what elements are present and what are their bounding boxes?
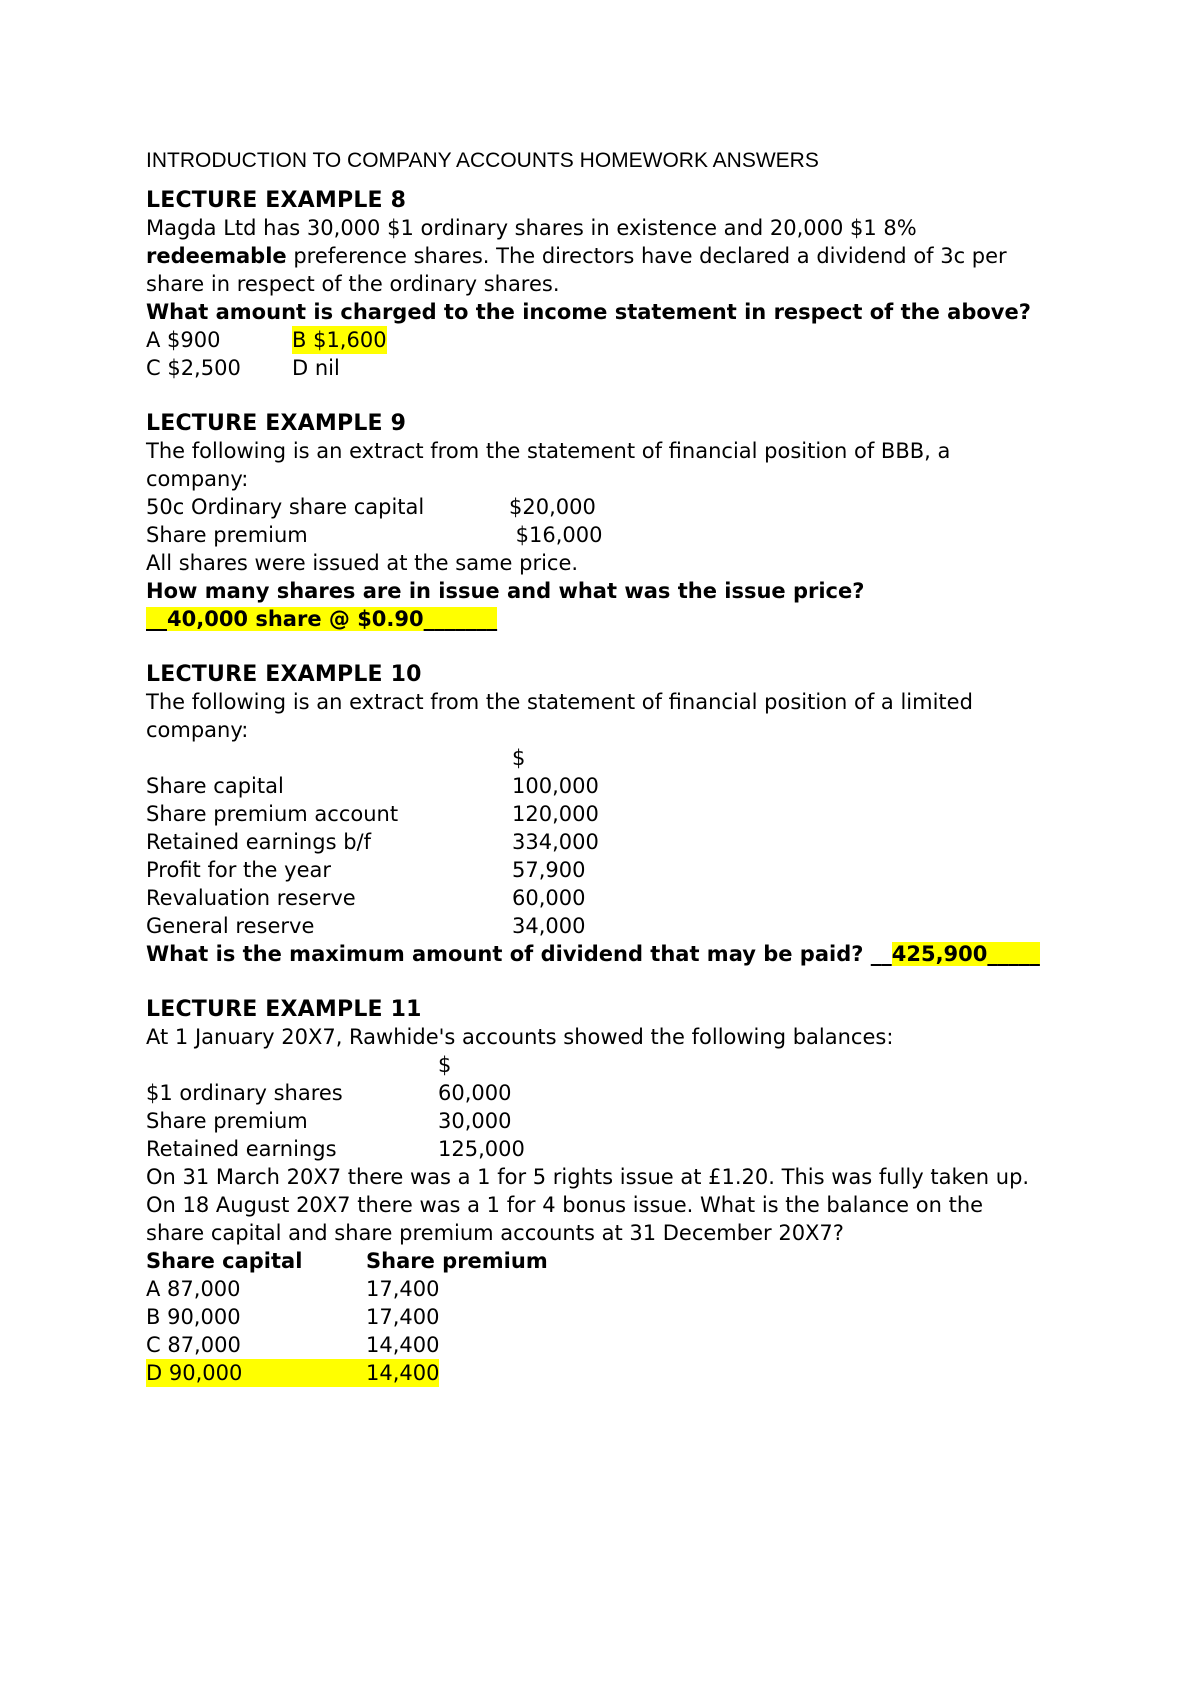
example-8-text-1: Magda Ltd has 30,000 $1 ordinary shares in existence and 20,000 $1 8%: [146, 216, 917, 240]
example-11-heading: LECTURE EXAMPLE 11: [146, 997, 422, 1022]
example-11-option-label: A 87,000: [146, 1277, 241, 1301]
example-11-currency-row: [146, 1051, 1076, 1079]
example-8-text-2-bold: redeemable: [146, 244, 287, 268]
example-10-row-value: 100,000: [512, 774, 599, 798]
example-11-option-value: 14,400: [366, 1333, 440, 1357]
example-11-row-label: Share premium: [146, 1109, 308, 1133]
example-10-heading: LECTURE EXAMPLE 10: [146, 662, 422, 687]
example-9-row: [146, 493, 1076, 521]
example-9-heading: LECTURE EXAMPLE 9: [146, 411, 407, 436]
example-11-row-label: $1 ordinary shares: [146, 1081, 343, 1105]
example-9-row-label: 50c Ordinary share capital: [146, 495, 425, 519]
example-11-option-value: 17,400: [366, 1277, 440, 1301]
example-11-row: [146, 1107, 1076, 1135]
example-9-text-2: company:: [146, 467, 249, 491]
example-11-option-d-answer: [146, 1359, 1076, 1387]
example-11-row: [146, 1079, 1076, 1107]
example-8-option-c: C $2,500: [146, 356, 241, 380]
example-9-row: [146, 521, 1076, 549]
example-9-row-label: Share premium: [146, 523, 308, 547]
example-10-row-value: 334,000: [512, 830, 599, 854]
example-10-row: [146, 828, 1076, 856]
example-10-currency: $: [512, 746, 526, 770]
example-8-text-2-rest: preference shares. The directors have declared a dividend of 3c per: [286, 244, 1007, 268]
example-10-row: [146, 772, 1076, 800]
example-11-option-a: [146, 1275, 1076, 1303]
example-9-question: How many shares are in issue and what was the issue price?: [146, 579, 865, 603]
example-10-answer-suffix: _____: [987, 942, 1040, 966]
example-11-row-value: 60,000: [438, 1081, 512, 1105]
example-10-row-label: Retained earnings b/f: [146, 830, 371, 854]
example-11-option-value: 17,400: [366, 1305, 440, 1329]
example-8-heading: LECTURE EXAMPLE 8: [146, 188, 407, 213]
lecture-example-8: [146, 186, 1076, 382]
example-10-row: [146, 884, 1076, 912]
example-10-row: [146, 912, 1076, 940]
lecture-example-9: [146, 409, 1076, 633]
example-11-text-1: At 1 January 20X7, Rawhide's accounts showed the following balances:: [146, 1025, 894, 1049]
example-11-option-label: C 87,000: [146, 1333, 241, 1357]
example-11-text-2: On 31 March 20X7 there was a 1 for 5 rights issue at £1.20. This was fully taken up.: [146, 1165, 1030, 1189]
example-9-row-value: $16,000: [509, 523, 603, 547]
example-10-row-value: 60,000: [512, 886, 586, 910]
example-11-option-label: D 90,000: [146, 1361, 243, 1385]
example-8-option-b-answer: B $1,600: [292, 328, 387, 352]
example-10-row: [146, 800, 1076, 828]
example-10-row-label: Revaluation reserve: [146, 886, 356, 910]
example-8-text-2: [146, 242, 1076, 270]
example-11-row-value: 30,000: [438, 1109, 512, 1133]
example-10-row: [146, 856, 1076, 884]
example-11-currency-spacer: [146, 1051, 438, 1079]
example-10-row-value: 57,900: [512, 858, 586, 882]
example-10-currency-row: [146, 744, 1076, 772]
example-11-col2-header: Share premium: [366, 1249, 548, 1273]
example-11-option-value: 14,400: [366, 1361, 440, 1385]
lecture-example-11: [146, 995, 1076, 1387]
example-8-options-row-2: [146, 354, 1076, 382]
example-11-text-3: On 18 August 20X7 there was a 1 for 4 bonus issue. What is the balance on the: [146, 1193, 984, 1217]
example-10-question-line: [146, 940, 1076, 968]
example-11-currency: $: [438, 1053, 452, 1077]
example-10-row-label: Share premium account: [146, 802, 399, 826]
example-9-row-value: $20,000: [509, 495, 596, 519]
example-11-option-label: B 90,000: [146, 1305, 241, 1329]
example-11-row-label: Retained earnings: [146, 1137, 337, 1161]
example-8-option-a: A $900: [146, 328, 221, 352]
example-10-currency-spacer: [146, 744, 512, 772]
example-9-answer-line: [146, 605, 1076, 633]
example-8-option-d: D nil: [292, 356, 340, 380]
example-10-row-label: Profit for the year: [146, 858, 331, 882]
example-10-row-value: 120,000: [512, 802, 599, 826]
example-9-text-3: All shares were issued at the same price.: [146, 551, 579, 575]
example-10-answer-prefix: __: [870, 942, 892, 966]
example-11-option-b: [146, 1303, 1076, 1331]
example-9-text-1: The following is an extract from the statement of financial position of BBB, a: [146, 439, 951, 463]
example-8-text-3: share in respect of the ordinary shares.: [146, 272, 560, 296]
example-11-row-value: 125,000: [438, 1137, 525, 1161]
example-10-row-label: General reserve: [146, 914, 315, 938]
example-11-col1-header: Share capital: [146, 1249, 303, 1273]
example-11-option-c: [146, 1331, 1076, 1359]
example-8-options-row-1: [146, 326, 1076, 354]
example-11-row: [146, 1135, 1076, 1163]
example-10-answer-value: 425,900: [891, 942, 988, 966]
example-10-text-2: company:: [146, 718, 249, 742]
lecture-example-10: [146, 660, 1076, 968]
document-page: [146, 146, 1076, 1414]
example-10-text-1: The following is an extract from the statement of financial position of a limited: [146, 690, 973, 714]
example-10-row-label: Share capital: [146, 774, 284, 798]
example-11-text-4: share capital and share premium accounts at 31 December 20X7?: [146, 1221, 844, 1245]
example-11-column-headers: [146, 1247, 1076, 1275]
example-10-row-value: 34,000: [512, 914, 586, 938]
example-11-answer-highlight: [146, 1359, 439, 1387]
example-10-question: What is the maximum amount of dividend that may be paid?: [146, 942, 871, 966]
document-title: INTRODUCTION TO COMPANY ACCOUNTS HOMEWORK ANSWERS: [146, 149, 819, 172]
example-8-question: What amount is charged to the income statement in respect of the above?: [146, 300, 1031, 324]
example-10-answer: [892, 942, 1040, 966]
example-9-answer: __40,000 share @ $0.90_______: [146, 607, 498, 631]
